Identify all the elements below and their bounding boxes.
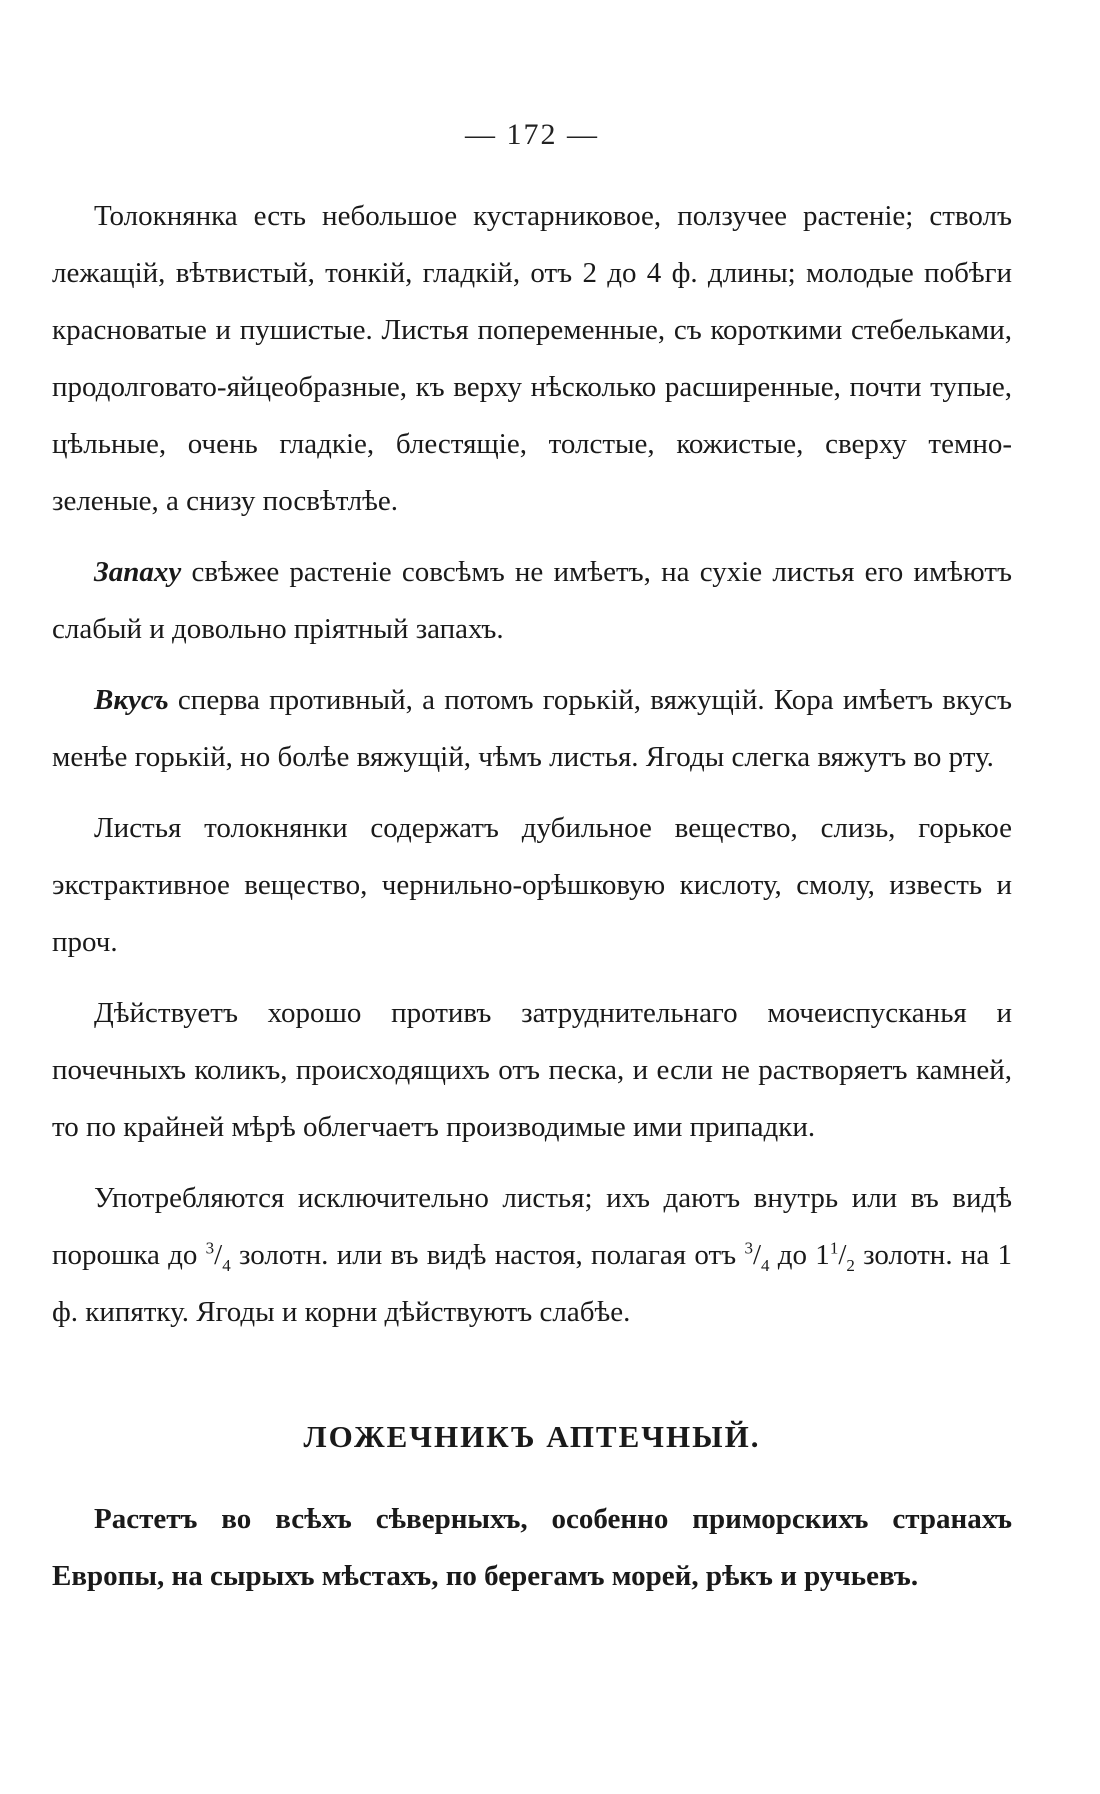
dosage-frac-3-num: 1: [829, 1238, 839, 1258]
dosage-part-2: золотн. или въ видѣ настоя, полагая отъ: [230, 1239, 745, 1271]
paragraph-composition-text: Листья толокнянки содержатъ дубильное вещество, слизь, горькое экстрактивное вещество, чернильно-орѣшковую кислоту, смолу, известь и проч.: [52, 812, 1012, 958]
paragraph-smell-text: свѣжее растеніе совсѣмъ не имѣетъ, на сухіе листья его имѣютъ слабый и довольно пріятный запахъ.: [52, 556, 1012, 645]
paragraph-dosage: Употребляются исключительно листья; ихъ даютъ внутрь или въ видѣ порошка до $^3/_4$ золотн. или въ видѣ настоя, полагая отъ $^3/_4$ до $1^1/_2$ золотн. на 1 ф. кипятку. Ягоды и корни дѣйствуютъ слабѣе.: [52, 1182, 1012, 1328]
paragraph-description-text: Толокнянка есть небольшое кустарниковое, ползучее растеніе; стволъ лежащій, вѣтвистый, тонкій, гладкій, отъ 2 до 4 ф. длины; молодые побѣги красноватые и пушистые. Листья попеременные, съ короткими стебельками, продолговато-яйцеобразные, къ верху нѣсколько расширенные, почти тупые, цѣльные, очень гладкіе, блестящіе, толстые, кожистые, сверху темно-зеленые, а снизу посвѣтлѣе.: [52, 200, 1012, 517]
dosage-frac-1-num: 3: [205, 1238, 215, 1258]
dosage-part-4: золотн. на 1 ф. кипятку. Ягоды и корни дѣйствуютъ слабѣе.: [52, 1239, 1012, 1328]
section-heading: ЛОЖЕЧНИКЪ АПТЕЧНЫЙ.: [303, 1419, 761, 1454]
dosage-part-1: Употребляются исключительно листья; ихъ даютъ внутрь или въ видѣ порошка до: [52, 1182, 1012, 1271]
document-page: [52, 118, 1012, 1619]
paragraph-composition: [52, 800, 1012, 971]
paragraph-smell-lead: Запаху: [94, 556, 182, 588]
paragraph-smell: [52, 544, 1012, 658]
dosage-frac-2-den: 4: [761, 1255, 770, 1275]
paragraph-action-text: Дѣйствуетъ хорошо противъ затруднительнаго мочеиспусканья и почечныхъ коликъ, происходящихъ отъ песка, и если не растворяетъ камней, то по крайней мѣрѣ облегчаетъ производимые ими припадки.: [52, 997, 1012, 1143]
paragraph-description: [52, 188, 1012, 530]
dosage-frac-1-den: 4: [222, 1255, 231, 1275]
paragraph-taste: [52, 672, 1012, 786]
paragraph-habitat: [52, 1491, 1012, 1605]
page-number: — 172 —: [465, 118, 599, 151]
paragraph-action: [52, 985, 1012, 1156]
paragraph-habitat-text: Растетъ во всѣхъ сѣверныхъ, особенно приморскихъ странахъ Европы, на сырыхъ мѣстахъ, по берегамъ морей, рѣкъ и ручьевъ.: [52, 1503, 1012, 1592]
paragraph-taste-lead: Вкусъ: [94, 684, 169, 716]
dosage-frac-2-num: 3: [744, 1238, 753, 1258]
dosage-part-3: до 1: [769, 1239, 830, 1271]
paragraph-taste-text: сперва противный, а потомъ горькій, вяжущій. Кора имѣетъ вкусъ менѣе горькій, но болѣе вяжущій, чѣмъ листья. Ягоды слегка вяжутъ во рту.: [52, 684, 1012, 773]
dosage-frac-3-den: 2: [846, 1255, 855, 1275]
